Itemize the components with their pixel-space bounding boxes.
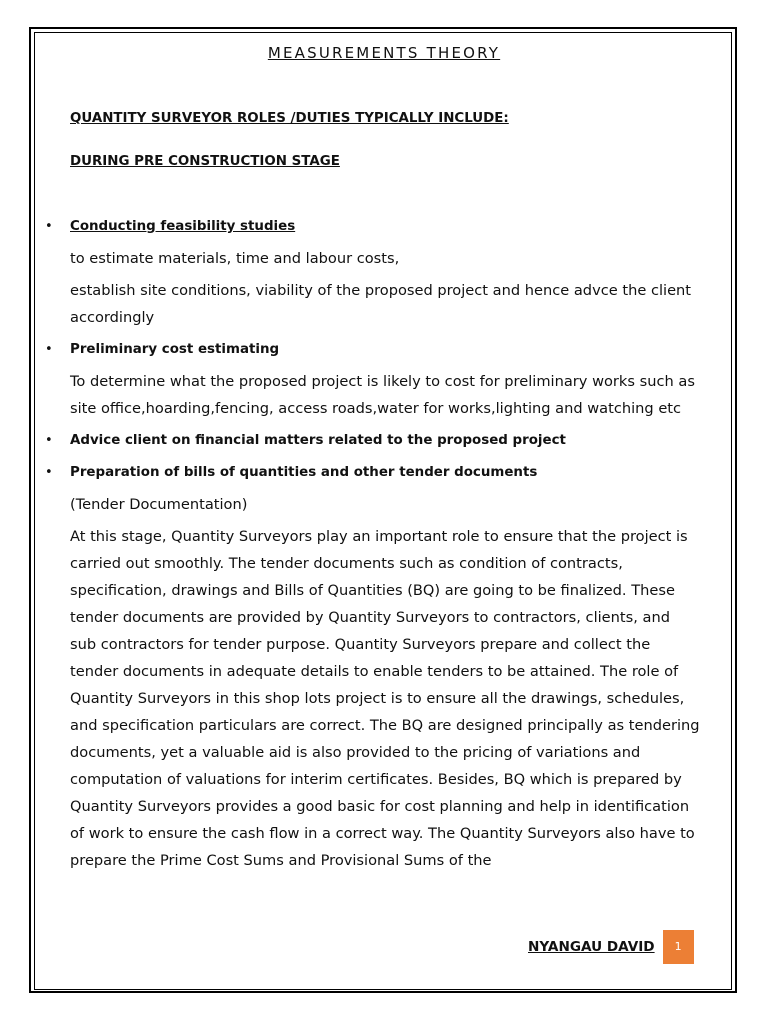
list-item-preliminary xyxy=(45,336,700,363)
author-name: NYANGAU DAVID xyxy=(528,939,655,955)
item-title: Preparation of bills of quantities and other tender documents xyxy=(70,465,538,480)
item-title: Advice client on financial matters related to the proposed project xyxy=(70,433,566,448)
page-footer xyxy=(528,930,694,964)
item-title: Preliminary cost estimating xyxy=(70,342,280,357)
item-text: establish site conditions, viability of the proposed project and hence advce the client accordingly xyxy=(70,282,692,326)
bullet-icon: • xyxy=(45,219,53,234)
document-title: MEASUREMENTS THEORY xyxy=(267,44,501,62)
bullet-icon: • xyxy=(45,465,53,480)
bullet-icon: • xyxy=(45,433,53,448)
item-title: Conducting feasibility studies xyxy=(70,219,296,234)
bullet-icon: • xyxy=(45,342,53,357)
list-item-bills xyxy=(45,459,700,486)
list-item-feasibility xyxy=(45,213,700,240)
page-number: 1 xyxy=(663,930,694,964)
item-text: To determine what the proposed project is likely to cost for preliminary works such as site office,hoarding,fencing, access roads,water for works,lighting and watching etc xyxy=(70,373,695,417)
item-subtitle: (Tender Documentation) xyxy=(70,496,248,513)
roles-heading: QUANTITY SURVEYOR ROLES /DUTIES TYPICALLY INCLUDE: xyxy=(70,111,509,126)
document-body xyxy=(45,40,700,874)
stage-heading: DURING PRE CONSTRUCTION STAGE xyxy=(70,154,340,169)
list-item-advice xyxy=(45,427,700,454)
item-text: to estimate materials, time and labour costs, xyxy=(70,250,400,267)
item-text: At this stage, Quantity Surveyors play an important role to ensure that the project is carried out smoothly. The tender documents such as condition of contracts, specification, drawings and Bills of Quantities (BQ) are going to be finalized. These tender documents are provided by Quantity Surveyors to contractors, clients, and sub contractors for tender purpose. Quantity Surveyors prepare and collect the tender documents in adequate details to enable tenders to be attained. The role of Quantity Surveyors in this shop lots project is to ensure all the drawings, schedules, and specification particulars are correct. The BQ are designed principally as tendering documents, yet a valuable aid is also provided to the pricing of variations and computation of valuations for interim certificates. Besides, BQ which is prepared by Quantity Surveyors provides a good basic for cost planning and help in identification of work to ensure the cash flow in a correct way. The Quantity Surveyors also have to prepare the Prime Cost Sums and Provisional Sums of the xyxy=(70,528,700,869)
